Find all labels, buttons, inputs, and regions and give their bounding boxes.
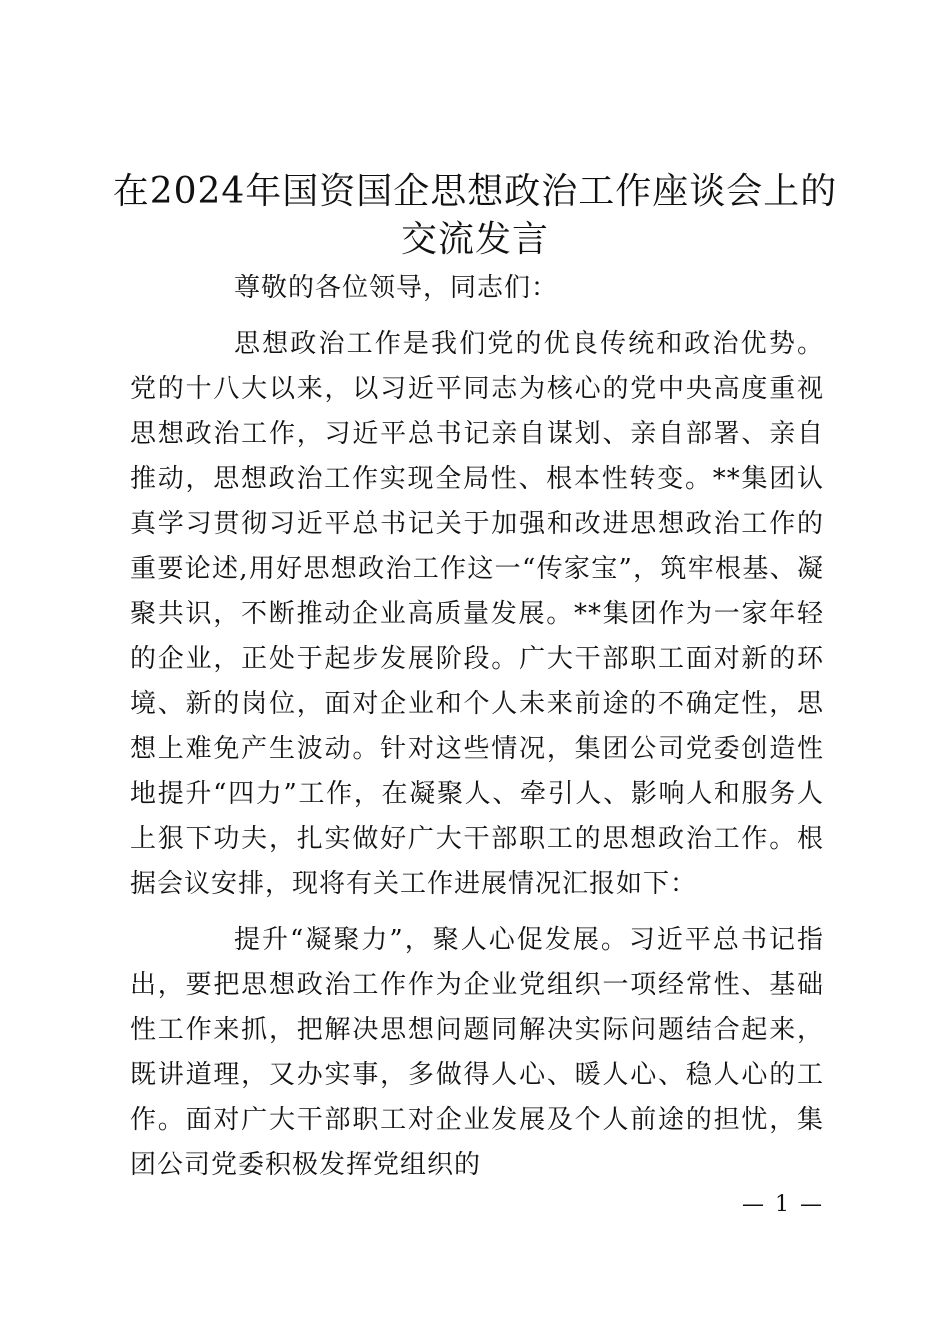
paragraph-2: 提升“凝聚力”，聚人心促发展。习近平总书记指出，要把思想政治工作作为企业党组织一项经常性、基础性工作来抓，把解决思想问题同解决实际问题结合起来，既讲道理，又办实事，多做得人心、暖人心、稳人心的工作。面对广大干部职工对企业发展及个人前途的担忧，集团公司党委积极发挥党组织的 — [130, 925, 824, 1180]
page-number: — 1 — — [742, 1192, 824, 1217]
document-body — [130, 266, 824, 1199]
title-line-2: 交流发言 — [400, 219, 549, 260]
title-line-1: 在2024年国资国企思想政治工作座谈会上的 — [112, 171, 838, 212]
document-title — [110, 168, 840, 264]
paragraph-1: 思想政治工作是我们党的优良传统和政治优势。党的十八大以来，以习近平同志为核心的党中央高度重视思想政治工作，习近平总书记亲自谋划、亲自部署、亲自推动，思想政治工作实现全局性、根本性转变。**集团认真学习贯彻习近平总书记关于加强和改进思想政治工作的重要论述,用好思想政治工作这一“传家宝”，筑牢根基、凝聚共识，不断推动企业高质量发展。**集团作为一家年轻的企业，正处于起步发展阶段。广大干部职工面对新的环境、新的岗位，面对企业和个人未来前途的不确定性，思想上难免产生波动。针对这些情况，集团公司党委创造性地提升“四力”工作，在凝聚人、牵引人、影响人和服务人上狠下功夫，扎实做好广大干部职工的思想政治工作。根据会议安排，现将有关工作进展情况汇报如下： — [130, 329, 824, 899]
salutation: 尊敬的各位领导，同志们： — [234, 273, 559, 303]
